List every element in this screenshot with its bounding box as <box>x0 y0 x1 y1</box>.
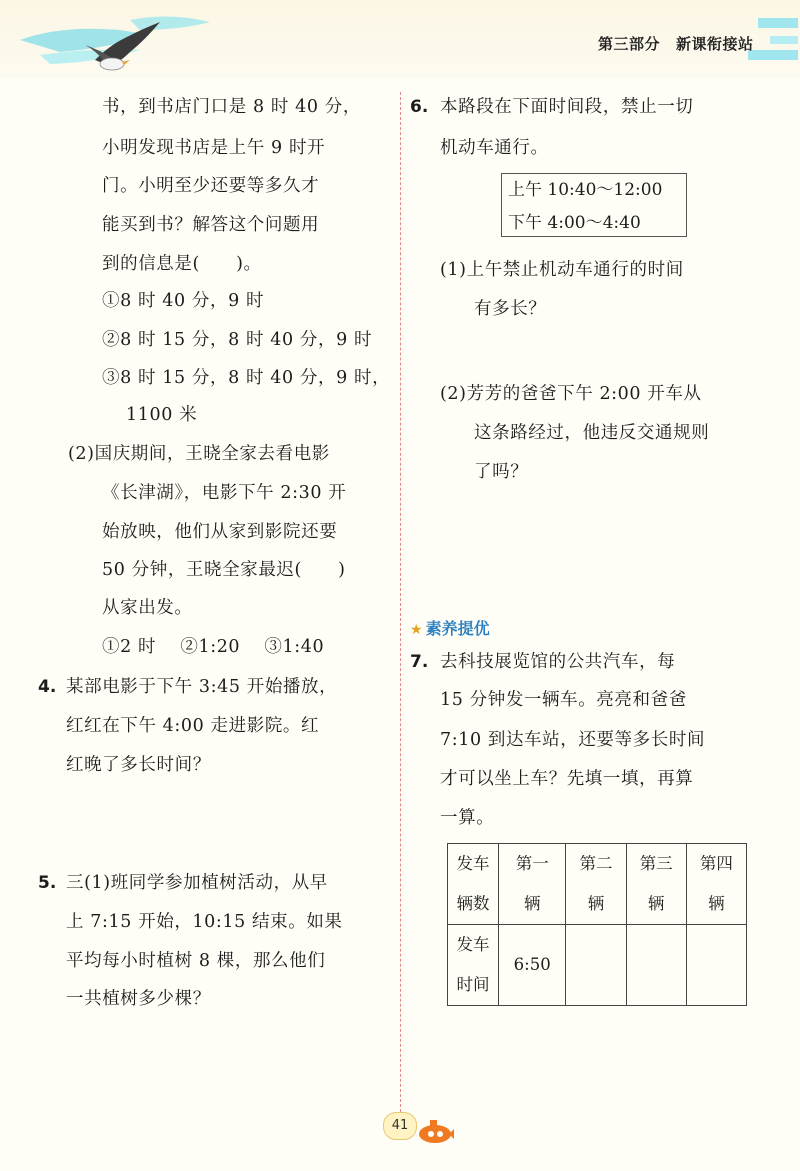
q3-option-2: ②8 时 15 分，8 时 40 分，9 时 <box>102 330 373 350</box>
q6-2-line-2: 这条路经过，他违反交通规则 <box>474 423 710 443</box>
q3-2-line-5: 从家出发。 <box>102 598 193 618</box>
q3-text-line-1: 书，到书店门口是 8 时 40 分， <box>102 97 361 117</box>
restricted-time-afternoon: 下午 4:00～4:40 <box>508 213 641 233</box>
q3-text-line-5: 到的信息是( )。 <box>102 254 262 274</box>
header-bird-decoration-icon <box>0 0 250 80</box>
q5-number: 5. <box>38 873 57 893</box>
header-line: 发车 <box>456 854 490 873</box>
q6-2-line-1: (2)芳芳的爸爸下午 2:00 开车从 <box>440 384 702 404</box>
q7-line-4: 才可以坐上车？先填一填，再算 <box>440 769 694 789</box>
submarine-icon <box>415 1112 455 1148</box>
q3-text-line-2: 小明发现书店是上午 9 时开 <box>102 138 326 158</box>
table-header-cell <box>566 844 626 925</box>
table-header-cell <box>686 844 746 925</box>
q5-line-2: 上 7:15 开始，10:15 结束。如果 <box>66 912 343 932</box>
q5-line-3: 平均每小时植树 8 棵，那么他们 <box>66 951 326 971</box>
q6-line-1: 本路段在下面时间段，禁止一切 <box>440 97 694 117</box>
q7-line-2: 15 分钟发一辆车。亮亮和爸爸 <box>440 690 687 710</box>
q3-2-line-4: 50 分钟，王晓全家最迟( ) <box>102 560 346 580</box>
q3-option-3-cont: 1100 米 <box>126 405 198 425</box>
header-line: 时间 <box>456 975 490 994</box>
departure-time-cell-3[interactable] <box>626 925 686 1006</box>
departure-time-cell-4[interactable] <box>686 925 746 1006</box>
table-header-cell <box>448 844 499 925</box>
section-heading <box>410 616 490 639</box>
q6-line-2: 机动车通行。 <box>440 138 549 158</box>
q3-2-line-1: (2)国庆期间，王晓全家去看电影 <box>68 444 330 464</box>
header-column: 新课衔接站 <box>676 35 754 53</box>
q4-line-2: 红红在下午 4:00 走进影院。红 <box>66 716 320 736</box>
table-row <box>448 925 747 1006</box>
table-header-cell <box>626 844 686 925</box>
col-2-label: 第二 <box>579 854 613 873</box>
q4-line-1: 某部电影于下午 3:45 开始播放， <box>66 677 338 697</box>
col-4-label: 第四 <box>699 854 733 873</box>
q3-text-line-4: 能买到书？解答这个问题用 <box>102 215 320 235</box>
table-header-cell <box>499 844 566 925</box>
col-1-label: 第一 <box>515 854 549 873</box>
table-header-cell <box>448 925 499 1006</box>
q7-number: 7. <box>410 652 429 672</box>
col-4-unit: 辆 <box>708 894 725 913</box>
q5-line-1: 三(1)班同学参加植树活动，从早 <box>66 873 328 893</box>
q3-option-3: ③8 时 15 分，8 时 40 分，9 时， <box>102 368 391 388</box>
col-3-unit: 辆 <box>647 894 665 913</box>
q5-line-4: 一共植树多少棵？ <box>66 989 211 1009</box>
table-row <box>448 844 747 925</box>
header-line: 辆数 <box>456 894 490 913</box>
section-title: 素养提优 <box>425 619 490 638</box>
q4-line-3: 红晚了多长时间？ <box>66 755 211 775</box>
q6-number: 6. <box>410 97 429 117</box>
q3-2-line-3: 始放映，他们从家到影院还要 <box>102 522 338 542</box>
q7-line-5: 一算。 <box>440 808 495 828</box>
bus-schedule-table <box>447 843 747 1006</box>
header-line: 发车 <box>456 935 490 954</box>
q4-number: 4. <box>38 677 57 697</box>
q7-line-1: 去科技展览馆的公共汽车，每 <box>440 652 676 672</box>
col-3-label: 第三 <box>639 854 673 873</box>
column-divider <box>400 92 401 1122</box>
header-title <box>598 33 754 54</box>
star-icon: ★ <box>410 622 423 638</box>
header-part: 第三部分 <box>598 35 661 53</box>
q6-2-line-3: 了吗？ <box>474 462 529 482</box>
q6-1-line-1: (1)上午禁止机动车通行的时间 <box>440 260 684 280</box>
departure-time-cell-2[interactable] <box>566 925 626 1006</box>
q3-2-options: ①2 时 ②1:20 ③1:40 <box>102 637 325 657</box>
q3-text-line-3: 门。小明至少还要等多久才 <box>102 176 320 196</box>
q3-option-1: ①8 时 40 分，9 时 <box>102 291 265 311</box>
restricted-time-box <box>501 173 687 237</box>
q7-line-3: 7:10 到达车站，还要等多长时间 <box>440 730 706 750</box>
col-1-unit: 辆 <box>523 894 541 913</box>
departure-time-cell-1: 6:50 <box>499 925 566 1006</box>
col-2-unit: 辆 <box>587 894 605 913</box>
q3-2-line-2: 《长津湖》，电影下午 2:30 开 <box>102 483 347 503</box>
restricted-time-morning: 上午 10:40～12:00 <box>508 180 663 200</box>
q6-1-line-2: 有多长？ <box>474 299 547 319</box>
page-number: 41 <box>383 1112 417 1140</box>
